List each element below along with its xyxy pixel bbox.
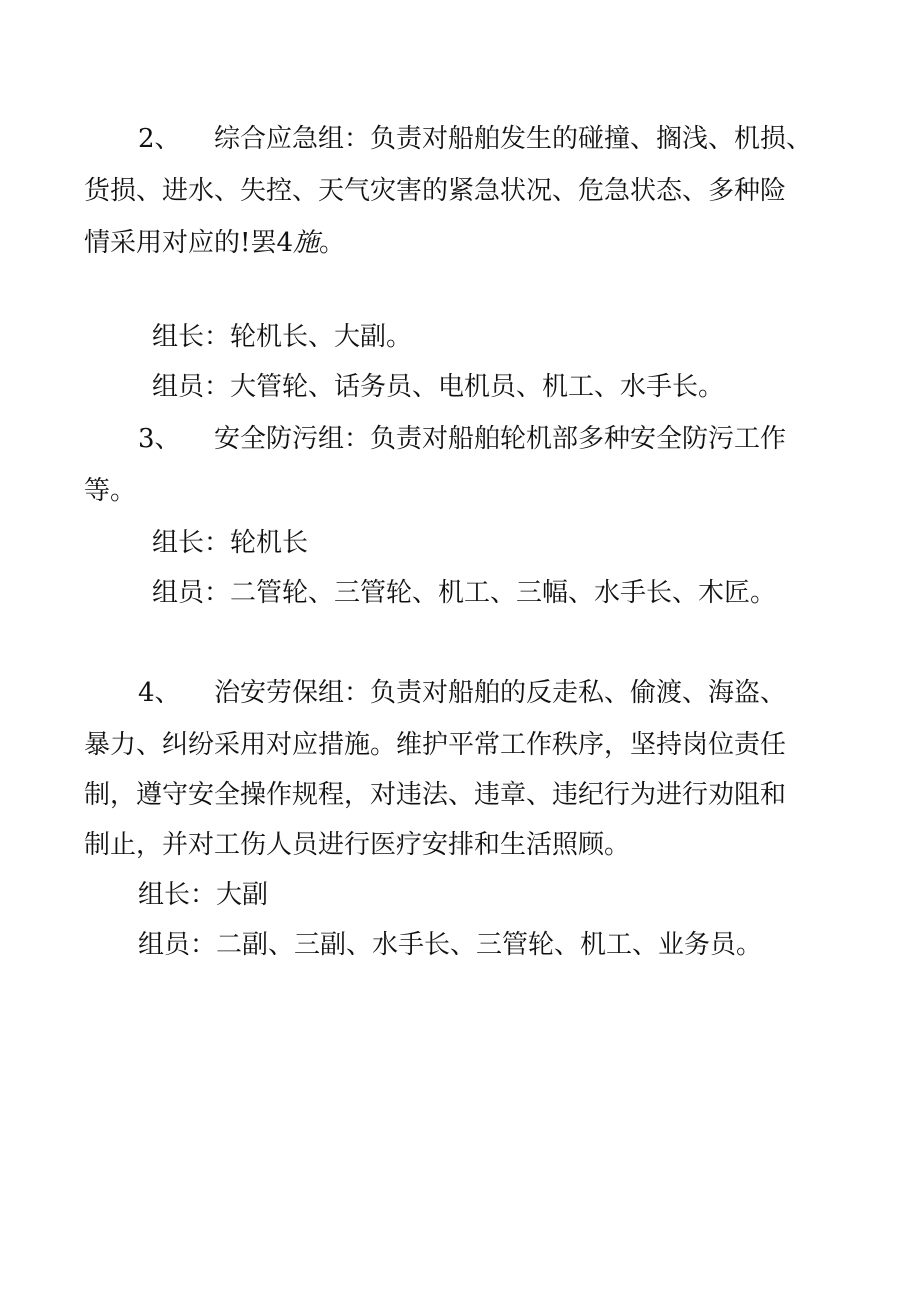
section2-line2: 货损、进水、失控、天气灾害的紧急状况、危急状态、多种险 [84,176,787,206]
section2-line3-italic: 施 [293,228,320,258]
section2-members: 组员：大管轮、话务员、电机员、机工、水手长。 [152,372,725,402]
section2-line3 [84,226,345,260]
section3-line1 [138,422,786,456]
section3-leader: 组长：轮机长 [152,528,309,558]
section4-number: 4、 [138,678,181,708]
section2-number: 2、 [138,124,181,154]
section2-line1 [138,122,812,156]
section3-text-line1: 安全防污组：负责对船舶轮机部多种安全防污工作 [214,424,787,454]
section4-members: 组员：二副、三副、水手长、三管轮、机工、业务员。 [138,930,763,960]
section2-text-line1: 综合应急组：负责对船舶发生的碰撞、搁浅、机损、 [214,124,813,154]
section4-text-line1: 治安劳保组：负责对船舶的反走私、偷渡、海盗、 [214,678,787,708]
section2-line3-suffix: 。 [319,228,346,258]
section4-line1 [138,676,786,710]
section3-members: 组员：二管轮、三管轮、机工、三幅、水手长、木匠。 [152,578,777,608]
section3-number: 3、 [138,424,181,454]
section4-line3: 制，遵守安全操作规程，对违法、违章、违纪行为进行劝阻和 [84,780,787,810]
section3-line2: 等。 [84,476,137,506]
section2-leader: 组长：轮机长、大副。 [152,322,413,352]
section4-line2: 暴力、纠纷采用对应措施。维护平常工作秩序，坚持岗位责任 [84,730,787,760]
section4-line4: 制止，并对工伤人员进行医疗安排和生活照顾。 [84,830,631,860]
section2-line3-prefix: 情采用对应的!罢4 [84,228,293,258]
section4-leader: 组长：大副 [138,880,269,910]
